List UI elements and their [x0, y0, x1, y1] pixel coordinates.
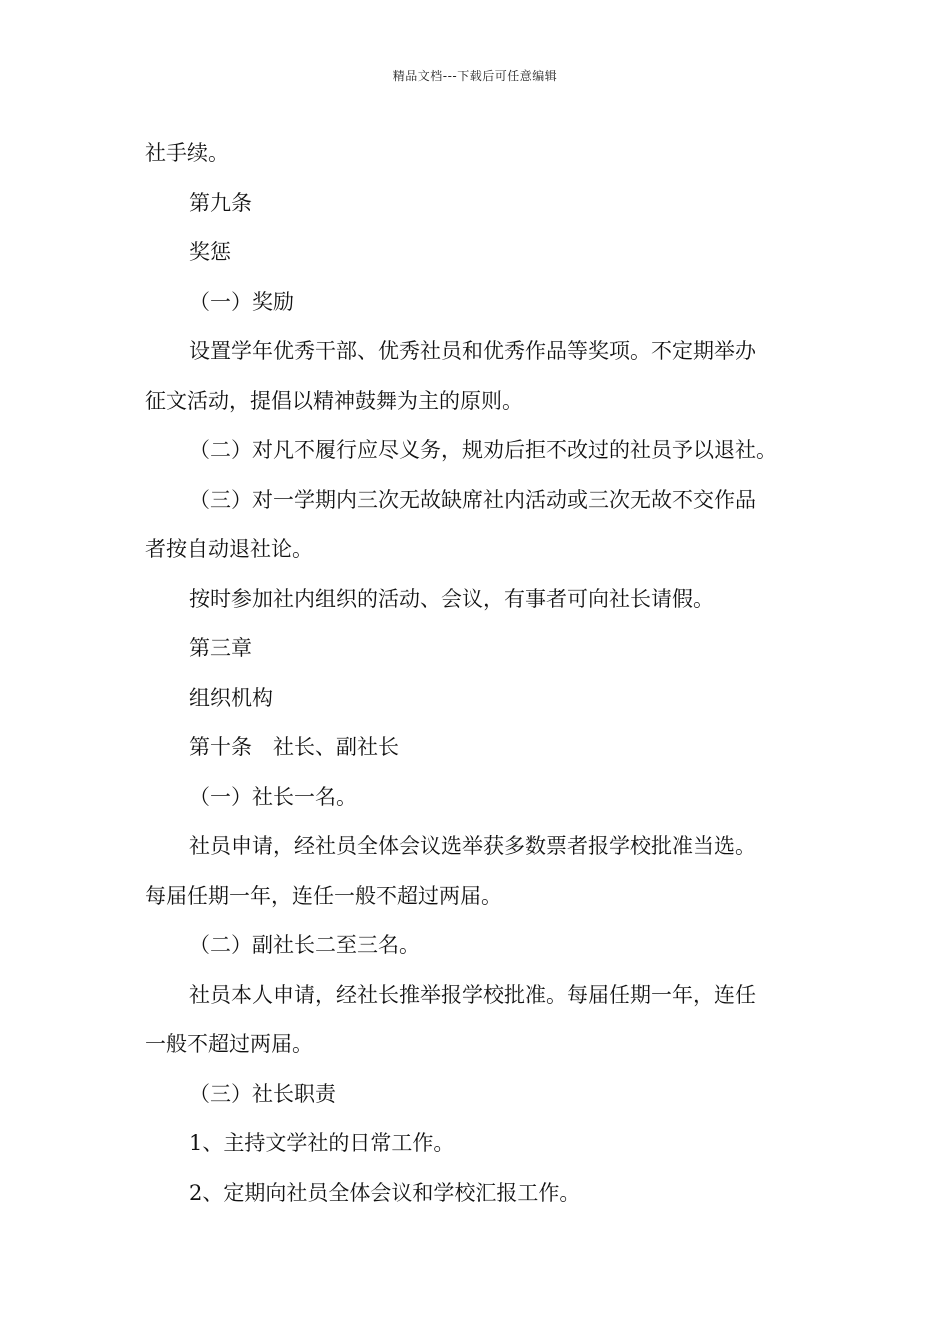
article-title-9: 第九条: [189, 190, 252, 215]
paragraph-line: 按时参加社内组织的活动、会议，有事者可向社长请假。: [189, 586, 714, 611]
list-item: 2、定期向社员全体会议和学校汇报工作。: [189, 1180, 581, 1205]
paragraph-line: 社员本人申请，经社长推举报学校批准。每届任期一年，连任: [189, 982, 756, 1007]
text-line-1: 社手续。: [145, 141, 229, 165]
list-item: 1、主持文学社的日常工作。: [189, 1131, 455, 1155]
paragraph-line: 征文活动，提倡以精神鼓舞为主的原则。: [145, 388, 523, 413]
clause-heading: （三）社长职责: [189, 1081, 336, 1106]
article-title-10: 第十条 社长、副社长: [189, 735, 399, 759]
article-subject-rewards: 奖惩: [189, 240, 231, 264]
chapter-subject: 组织机构: [189, 685, 273, 710]
clause-heading: （一）社长一名。: [189, 784, 357, 809]
clause-heading: （二）副社长二至三名。: [189, 933, 420, 957]
paragraph-line: 一般不超过两届。: [145, 1032, 313, 1056]
paragraph-line: 者按自动退社论。: [145, 537, 313, 561]
paragraph-line: 设置学年优秀干部、优秀社员和优秀作品等奖项。不定期举办: [189, 339, 756, 363]
page-header: 精品文档---下载后可任意编辑: [392, 69, 558, 83]
clause-heading-rewards: （一）奖励: [189, 289, 294, 314]
document-body: [145, 129, 807, 1218]
paragraph-line: （二）对凡不履行应尽义务，规劝后拒不改过的社员予以退社。: [189, 438, 777, 462]
paragraph-line: 社员申请，经社员全体会议选举获多数票者报学校批准当选。: [189, 834, 756, 858]
paragraph-line: 每届任期一年，连任一般不超过两届。: [145, 883, 502, 908]
paragraph-line: （三）对一学期内三次无故缺席社内活动或三次无故不交作品: [189, 487, 756, 512]
chapter-title-3: 第三章: [189, 636, 252, 660]
